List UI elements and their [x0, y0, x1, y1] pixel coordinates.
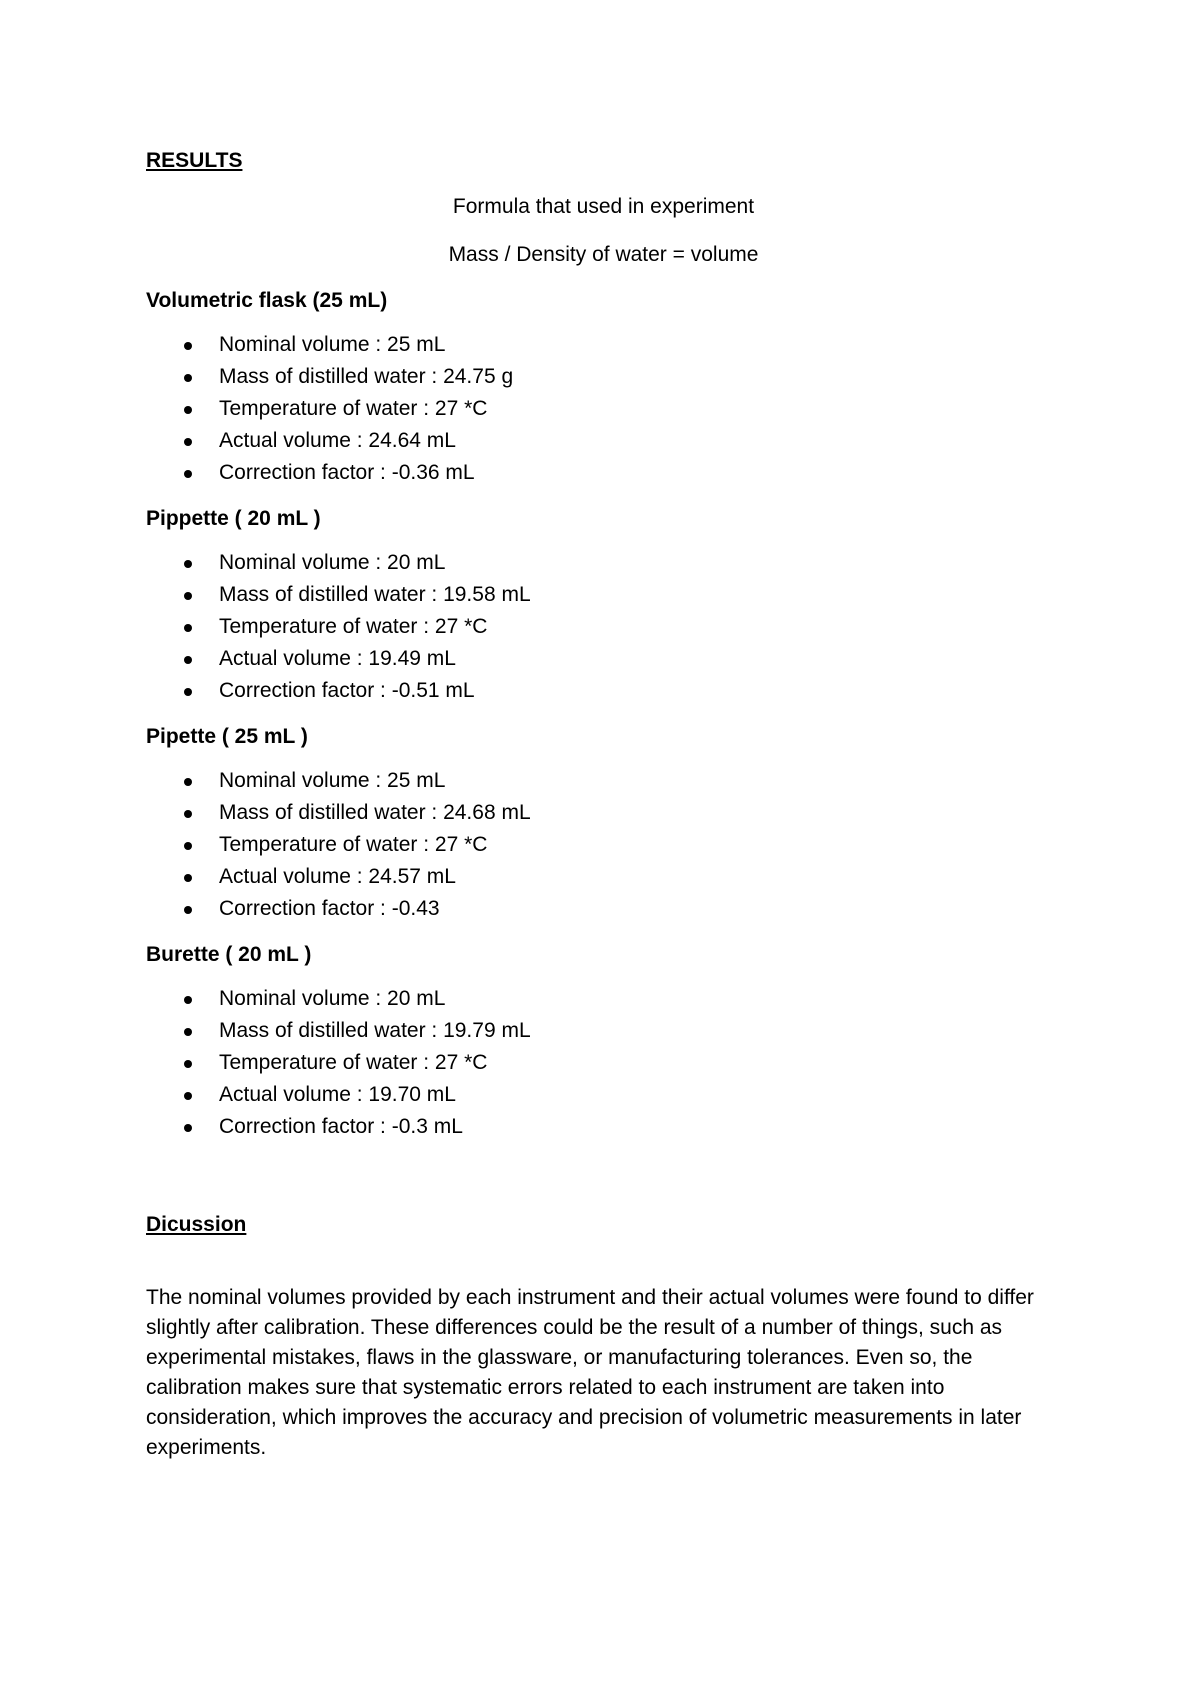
bullet-icon: [184, 996, 192, 1004]
list-item-text: Nominal volume : 20 mL: [219, 987, 446, 1010]
section-title-volumetric-flask: Volumetric flask (25 mL): [146, 289, 388, 312]
discussion-paragraph: The nominal volumes provided by each instrument and their actual volumes were found to differ slightly after calibration. These differences could be the result of a number of things, such as experimental mistakes, flaws in the glassware, or manufacturing tolerances. Even so, the calibration makes sure that systematic errors related to each instrument are taken into consideration, which improves the accuracy and precision of volumetric measurements in later experiments.: [146, 1286, 1034, 1459]
list-item-text: Temperature of water : 27 *C: [219, 397, 488, 420]
bullet-icon: [184, 438, 192, 446]
section-list-pippette-20: [146, 547, 1061, 707]
section-title-pipette-25: Pipette ( 25 mL ): [146, 725, 308, 748]
bullet-icon: [184, 906, 192, 914]
list-item-text: Nominal volume : 20 mL: [219, 551, 446, 574]
list-item: [146, 765, 1061, 797]
list-item: [146, 675, 1061, 707]
list-item: [146, 361, 1061, 393]
section-title-burette-20: Burette ( 20 mL ): [146, 943, 312, 966]
list-item: [146, 861, 1061, 893]
bullet-icon: [184, 374, 192, 382]
list-item-text: Mass of distilled water : 19.58 mL: [219, 583, 531, 606]
bullet-icon: [184, 810, 192, 818]
bullet-icon: [184, 560, 192, 568]
bullet-icon: [184, 656, 192, 664]
list-item: [146, 393, 1061, 425]
list-item: [146, 547, 1061, 579]
bullet-icon: [184, 778, 192, 786]
list-item: [146, 1079, 1061, 1111]
section-title-pippette-20: Pippette ( 20 mL ): [146, 507, 321, 530]
bullet-icon: [184, 688, 192, 696]
list-item: [146, 1047, 1061, 1079]
bullet-icon: [184, 624, 192, 632]
list-item: [146, 797, 1061, 829]
discussion-heading: Dicussion: [146, 1213, 247, 1236]
list-item: [146, 893, 1061, 925]
list-item-text: Correction factor : -0.43: [219, 897, 440, 920]
list-item: [146, 425, 1061, 457]
results-heading: RESULTS: [146, 149, 243, 172]
bullet-icon: [184, 470, 192, 478]
list-item-text: Actual volume : 24.64 mL: [219, 429, 456, 452]
bullet-icon: [184, 842, 192, 850]
list-item-text: Mass of distilled water : 24.75 g: [219, 365, 514, 388]
list-item: [146, 579, 1061, 611]
formula-intro: Formula that used in experiment: [452, 195, 755, 218]
list-item: [146, 829, 1061, 861]
list-item-text: Correction factor : -0.3 mL: [219, 1115, 463, 1138]
list-item-text: Temperature of water : 27 *C: [219, 615, 488, 638]
list-item: [146, 457, 1061, 489]
list-item-text: Mass of distilled water : 24.68 mL: [219, 801, 531, 824]
bullet-icon: [184, 1124, 192, 1132]
list-item: [146, 1015, 1061, 1047]
section-list-burette-20: [146, 983, 1061, 1143]
section-list-pipette-25: [146, 765, 1061, 925]
list-item-text: Nominal volume : 25 mL: [219, 333, 446, 356]
list-item-text: Actual volume : 19.49 mL: [219, 647, 456, 670]
list-item-text: Temperature of water : 27 *C: [219, 1051, 488, 1074]
bullet-icon: [184, 406, 192, 414]
list-item-text: Actual volume : 24.57 mL: [219, 865, 456, 888]
list-item-text: Correction factor : -0.36 mL: [219, 461, 475, 484]
bullet-icon: [184, 1028, 192, 1036]
list-item: [146, 983, 1061, 1015]
list-item-text: Correction factor : -0.51 mL: [219, 679, 475, 702]
bullet-icon: [184, 1092, 192, 1100]
bullet-icon: [184, 1060, 192, 1068]
section-list-volumetric-flask: [146, 329, 1061, 489]
list-item-text: Mass of distilled water : 19.79 mL: [219, 1019, 531, 1042]
list-item-text: Actual volume : 19.70 mL: [219, 1083, 456, 1106]
formula: Mass / Density of water = volume: [448, 243, 759, 266]
document-content: [146, 145, 1061, 1463]
list-item: [146, 329, 1061, 361]
list-item: [146, 1111, 1061, 1143]
list-item: [146, 611, 1061, 643]
list-item-text: Temperature of water : 27 *C: [219, 833, 488, 856]
list-item-text: Nominal volume : 25 mL: [219, 769, 446, 792]
bullet-icon: [184, 592, 192, 600]
list-item: [146, 643, 1061, 675]
bullet-icon: [184, 342, 192, 350]
bullet-icon: [184, 874, 192, 882]
